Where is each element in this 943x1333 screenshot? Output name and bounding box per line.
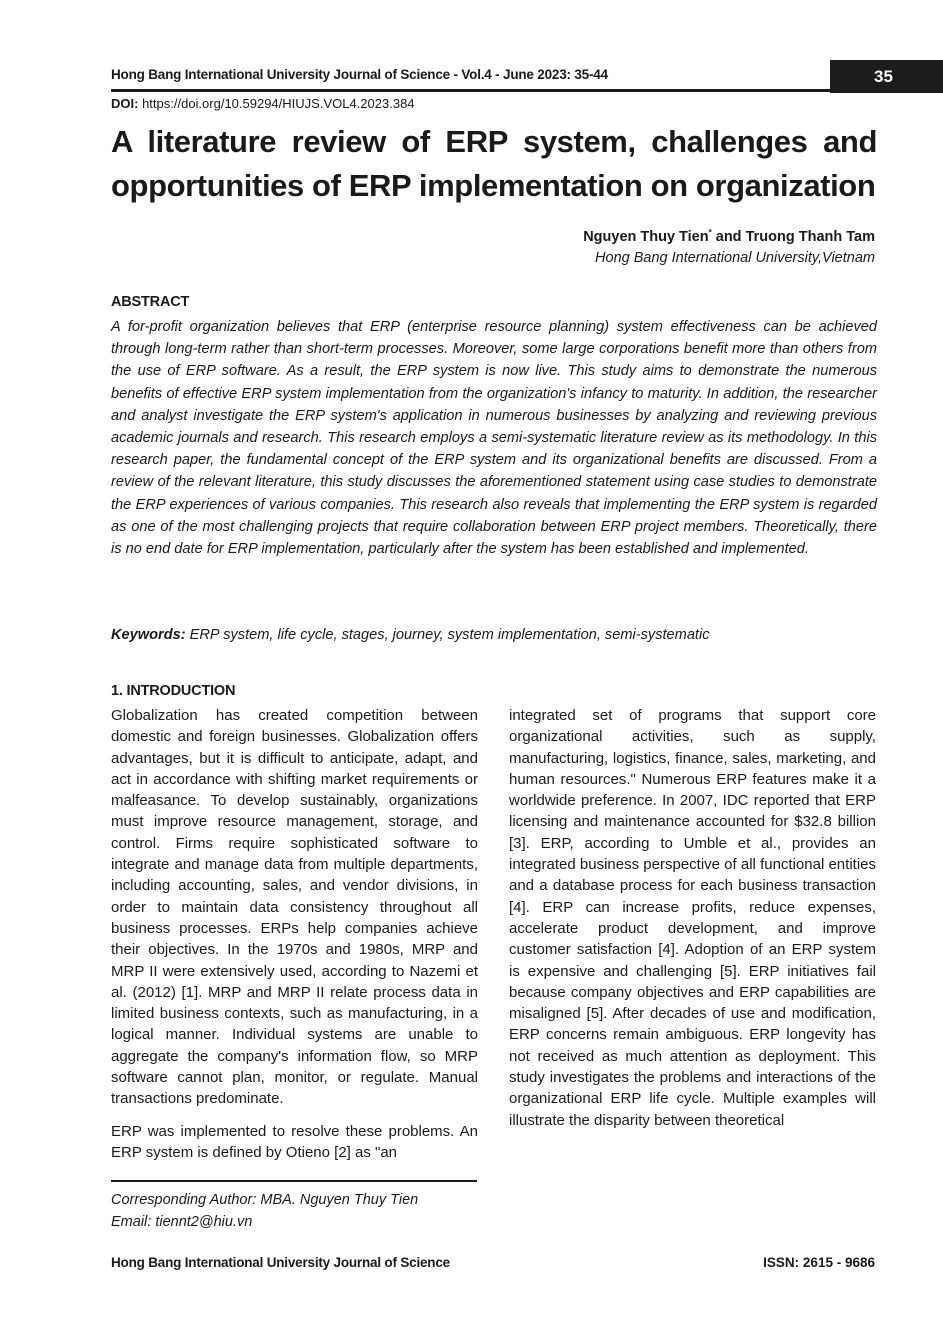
body-column-left: [111, 705, 478, 1163]
author-email[interactable]: Email: tiennt2@hiu.vn: [111, 1214, 253, 1230]
affiliation: Hong Bang International University,Vietnam: [595, 250, 875, 266]
author-name: Nguyen Thuy Tien: [583, 229, 709, 245]
keywords-label: Keywords:: [111, 627, 186, 643]
doi-line: [111, 96, 415, 111]
footnote-divider: [111, 1180, 477, 1182]
introduction-heading: 1. INTRODUCTION: [111, 683, 236, 699]
page-number: 35: [830, 60, 943, 93]
author-list: [583, 228, 875, 245]
author-name: and Truong Thanh Tam: [711, 229, 875, 245]
title-line-2: opportunities of ERP implementation on organization: [111, 168, 876, 203]
footnote: [111, 1189, 418, 1233]
doi-link[interactable]: https://doi.org/10.59294/HIUJS.VOL4.2023.384: [138, 96, 415, 111]
body-column-right: [509, 705, 876, 1131]
running-header: Hong Bang International University Journal of Science - Vol.4 - June 2023: 35-44: [111, 67, 608, 82]
doi-label: DOI:: [111, 96, 139, 111]
title-line-1: A literature review of ERP system, challenges and: [111, 124, 877, 159]
paragraph: Globalization has created competition between domestic and foreign businesses. Globalization offers advantages, but it is difficult to anticipate, adapt, and act in accordance with shifting market requirements or malfeasance. To develop sustainably, organizations must improve resource management, storage, and control. Firms require sophisticated software to integrate and manage data from multiple departments, including accounting, sales, and vendor divisions, in order to maintain data consistency throughout all business processes. ERPs help companies achieve their objectives. In the 1970s and 1980s, MRP and MRP II were extensively used, according to Nazemi et al. (2012) [1]. MRP and MRP II relate process data in limited business contexts, such as manufacturing, in a logical manner. Individual systems are unable to aggregate the company's information flow, so MRP software cannot plan, monitor, or regulate. Manual transactions predominate.: [111, 707, 478, 1108]
keywords: [111, 627, 877, 643]
corresponding-author-mark: *: [708, 228, 712, 237]
paragraph: ERP was implemented to resolve these problems. An ERP system is defined by Otieno [2] as "an: [111, 1122, 478, 1161]
article-title: [111, 120, 877, 208]
abstract-heading: ABSTRACT: [111, 294, 190, 310]
header-divider: [111, 89, 833, 92]
paragraph: integrated set of programs that support core organizational activities, such as supply, manufacturing, logistics, finance, sales, marketing, and human resources." Numerous ERP features make it a worldwide preference. In 2007, IDC reported that ERP licensing and maintenance accounted for $32.8 billion [3]. ERP, according to Umble et al., provides an integrated business perspective of all functional entities and a database process for each business transaction [4]. ERP can increase profits, reduce expenses, accelerate product development, and improve customer satisfaction [4]. Adoption of an ERP system is expensive and challenging [5]. ERP initiatives fail because company objectives and ERP capabilities are misaligned [5]. After decades of use and modification, ERP concerns remain ambiguous. ERP longevity has not received as much attention as deployment. This study investigates the problems and interactions of the organizational ERP life cycle. Multiple examples will illustrate the disparity between theoretical: [509, 707, 876, 1129]
keywords-list: ERP system, life cycle, stages, journey, system implementation, semi-systematic: [185, 627, 710, 643]
footer-journal-name: Hong Bang International University Journal of Science: [111, 1255, 450, 1270]
footer-issn: ISSN: 2615 - 9686: [763, 1255, 875, 1270]
abstract-body: A for-profit organization believes that ERP (enterprise resource planning) system effectiveness can be achieved through long-term rather than short-term processes. Moreover, some large corporations benefit more than others from the use of ERP software. As a result, the ERP system is now live. This study aims to demonstrate the numerous benefits of effective ERP system implementation from the organization's infancy to maturity. In addition, the researcher and analyst investigate the ERP system's application in numerous businesses by analyzing and reviewing previous academic journals and research. This research employs a semi-systematic literature review as its methodology. In this research paper, the fundamental concept of the ERP system and its organizational benefits are discussed. From a review of the relevant literature, this study discusses the aforementioned statement using case studies to demonstrate the ERP experiences of various companies. This research also reveals that implementing the ERP system is regarded as one of the most challenging projects that require collaboration between ERP project members. Theoretically, there is no end date for ERP implementation, particularly after the system has been established and implemented.: [111, 319, 877, 558]
corresponding-author: Corresponding Author: MBA. Nguyen Thuy Tien: [111, 1192, 419, 1208]
